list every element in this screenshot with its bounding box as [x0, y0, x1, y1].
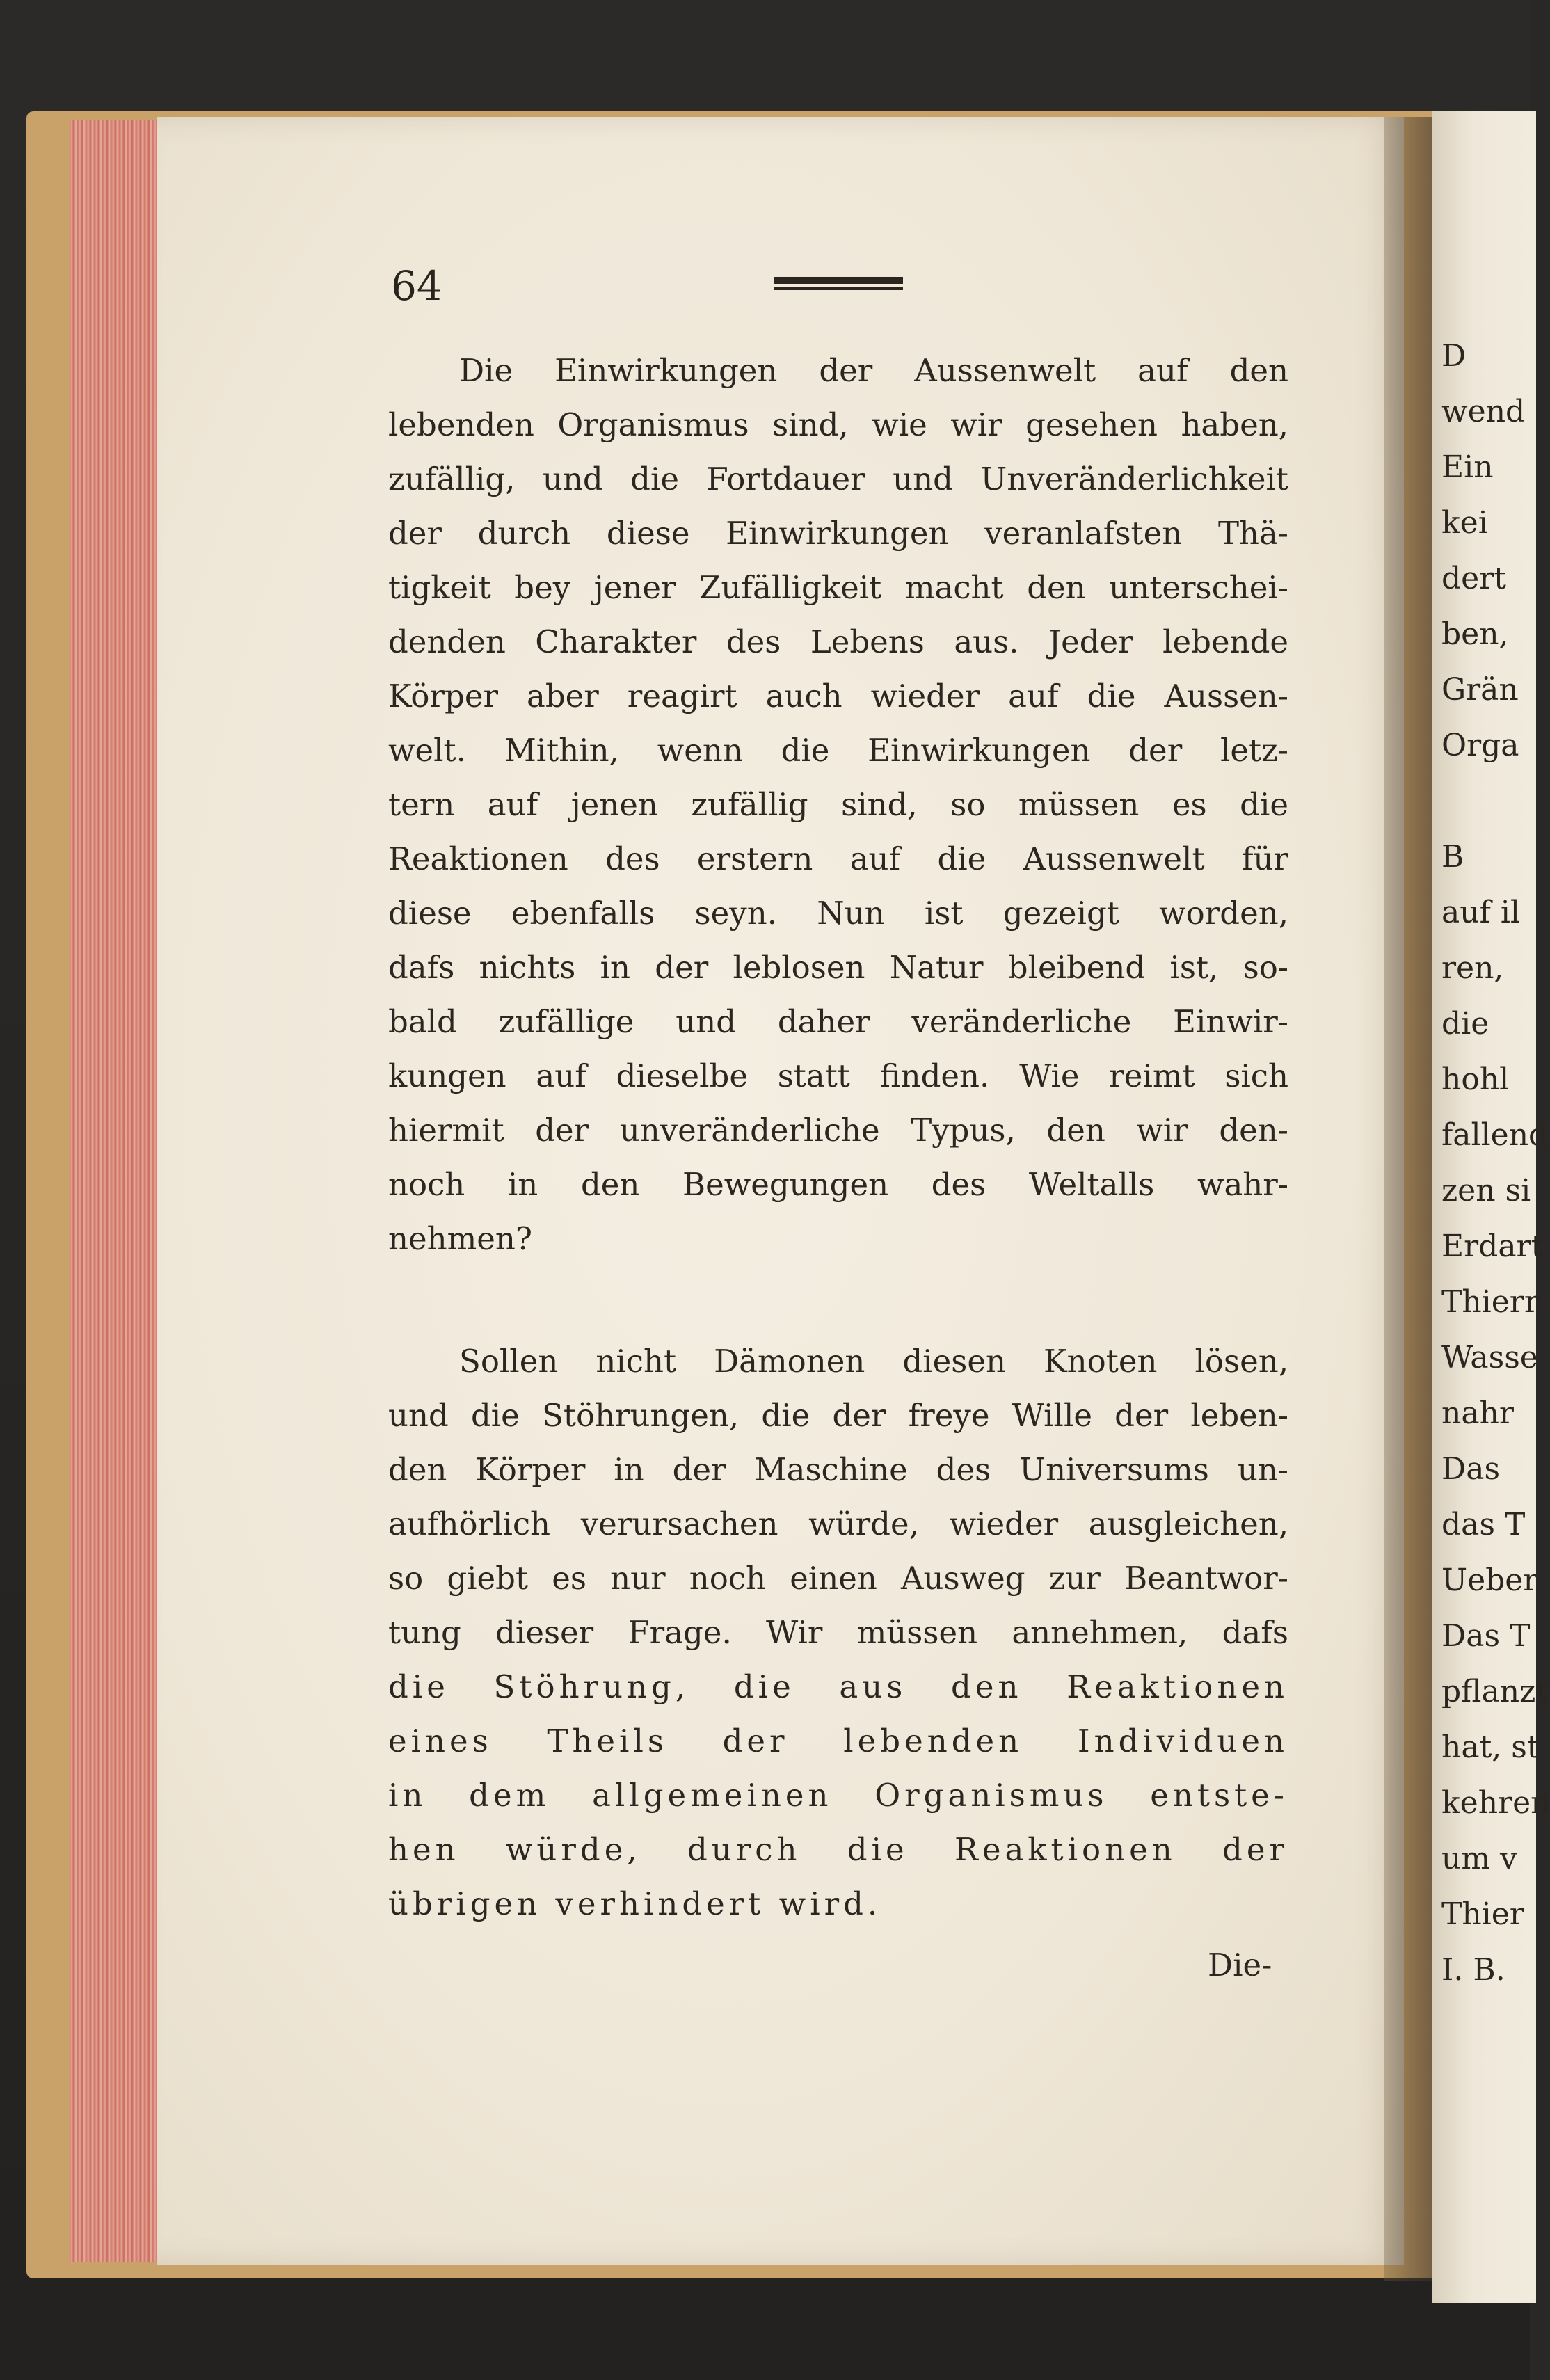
text-line: denden Charakter des Lebens aus. Jeder lebende — [388, 623, 1288, 660]
text-line: Die Einwirkungen der Aussenwelt auf den — [459, 352, 1288, 389]
text-line: übrigen verhindert wird. — [388, 1885, 882, 1922]
facing-page-fragment: ren, — [1441, 950, 1504, 986]
facing-page-fragment: um v — [1441, 1841, 1517, 1876]
facing-page-fragment: Ein — [1441, 449, 1494, 485]
text-line: tern auf jenen zufällig sind, so müssen es die — [388, 786, 1288, 823]
facing-page-fragment: dert — [1441, 561, 1506, 596]
facing-page-fragment: Thierr — [1441, 1284, 1539, 1320]
text-line: nehmen? — [388, 1220, 533, 1257]
text-line: welt. Mithin, wenn die Einwirkungen der letz- — [388, 732, 1288, 769]
text-line: hen würde, durch die Reaktionen der — [388, 1831, 1288, 1868]
facing-page-fragment: Orga — [1441, 728, 1519, 763]
facing-page-fragment: kei — [1441, 505, 1488, 541]
facing-page-fragment: D — [1441, 338, 1467, 374]
book-gutter — [1384, 117, 1433, 2281]
text-line: Sollen nicht Dämonen diesen Knoten lösen, — [459, 1343, 1288, 1380]
header-rule-thick — [774, 277, 903, 284]
text-line: eines Theils der lebenden Individuen — [388, 1723, 1288, 1759]
facing-page-fragment: Erdart — [1441, 1229, 1544, 1264]
text-line: Körper aber reagirt auch wieder auf die Aussen- — [388, 678, 1288, 714]
facing-page — [1432, 111, 1550, 2303]
text-line: diese ebenfalls seyn. Nun ist gezeigt worden, — [388, 895, 1288, 932]
facing-page-fragment: Thier — [1441, 1896, 1524, 1932]
facing-page-fragment: auf il — [1441, 895, 1520, 930]
facing-page-fragment: hat, st — [1441, 1730, 1540, 1765]
facing-page-fragment: Das — [1441, 1451, 1501, 1487]
text-line: Reaktionen des erstern auf die Aussenwelt für — [388, 840, 1288, 877]
text-line: lebenden Organismus sind, wie wir gesehen haben, — [388, 406, 1288, 443]
text-line: hiermit der unveränderliche Typus, den wir den- — [388, 1112, 1288, 1149]
text-line: tung dieser Frage. Wir müssen annehmen, dafs — [388, 1614, 1288, 1651]
text-line: dafs nichts in der leblosen Natur bleibend ist, so- — [388, 949, 1288, 986]
facing-page-fragment: wend — [1441, 394, 1526, 429]
text-line: in dem allgemeinen Organismus entste- — [388, 1777, 1288, 1814]
facing-page-fragment: die — [1441, 1006, 1489, 1041]
text-line: kungen auf dieselbe statt finden. Wie reimt sich — [388, 1057, 1288, 1094]
facing-page-fragment: ben, — [1441, 616, 1509, 652]
text-line: tigkeit bey jener Zufälligkeit macht den unterschei- — [388, 569, 1288, 606]
facing-page-fragment: pflanzt — [1441, 1674, 1548, 1709]
text-line: bald zufällige und daher veränderliche Einwir- — [388, 1003, 1288, 1040]
text-line: zufällig, und die Fortdauer und Unveränderlichkeit — [388, 461, 1288, 497]
text-line: und die Stöhrungen, die der freye Wille der leben- — [388, 1397, 1288, 1434]
text-line: den Körper in der Maschine des Universums un- — [388, 1451, 1288, 1488]
facing-page-fragment: I. B. — [1441, 1952, 1505, 1988]
red-page-edges — [70, 120, 161, 2262]
text-line: noch in den Bewegungen des Weltalls wahr- — [388, 1166, 1288, 1203]
header-rule-thin — [774, 287, 903, 290]
facing-page-fragment: B — [1441, 839, 1464, 874]
facing-page-fragment: zen si — [1441, 1173, 1531, 1208]
facing-page-fragment: Das T — [1441, 1618, 1531, 1654]
facing-page-fragment: Wasse — [1441, 1340, 1538, 1375]
facing-page-fragment: kehren — [1441, 1785, 1550, 1821]
facing-page-fragment: nahr — [1441, 1396, 1514, 1431]
facing-page-fragment: hohl — [1441, 1062, 1510, 1097]
header-rule — [774, 277, 903, 292]
text-line: aufhörlich verursachen würde, wieder ausgleichen, — [388, 1506, 1288, 1542]
text-line: so giebt es nur noch einen Ausweg zur Beantwor- — [388, 1560, 1288, 1597]
facing-page-fragment: Grän — [1441, 672, 1519, 708]
page-number: 64 — [391, 262, 442, 310]
facing-page-fragment: das T — [1441, 1507, 1526, 1542]
catchword: Die- — [1208, 1947, 1272, 1983]
text-line: die Stöhrung, die aus den Reaktionen — [388, 1668, 1288, 1705]
text-line: der durch diese Einwirkungen veranlafsten Thä- — [388, 515, 1288, 552]
facing-page-fragment: Ueber — [1441, 1563, 1538, 1598]
facing-page-fragment: fallend — [1441, 1117, 1549, 1153]
